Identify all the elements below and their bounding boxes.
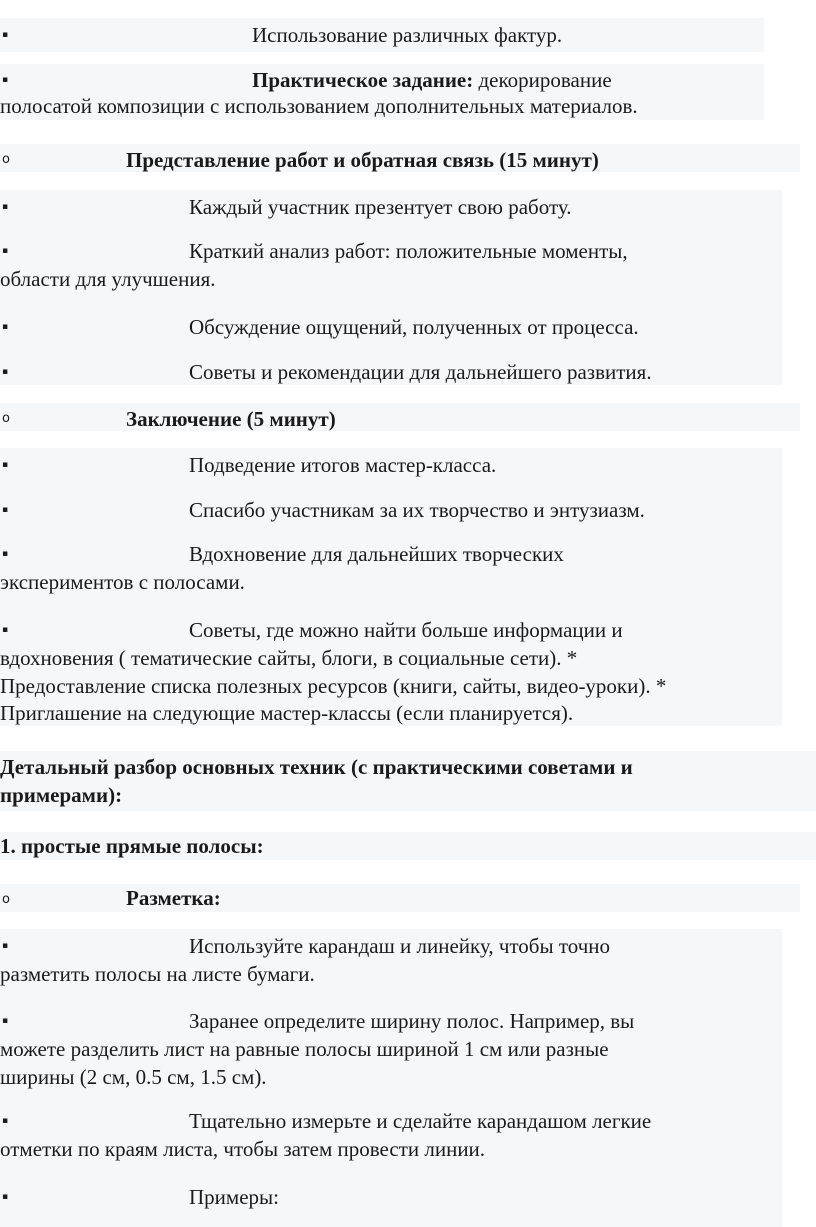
item-text-line2: можете разделить лист на равные полосы шириной 1 см или разные <box>0 1037 609 1061</box>
circle-bullet-icon: o <box>2 152 10 167</box>
square-bullet-icon: ▪ <box>2 941 9 951</box>
item-text-line2: экспериментов с полосами. <box>0 570 245 594</box>
section-title <box>0 751 816 811</box>
item-text-line3: Предоставление списка полезных ресурсов (книги, сайты, видео-уроки). * <box>0 674 667 698</box>
square-bullet-icon: ▪ <box>2 1192 9 1202</box>
item-text-line2: полосатой композиции с использованием дополнительных материалов. <box>0 94 638 118</box>
item-text-line2: вдохновения ( тематические сайты, блоги, в социальные сети). * <box>0 646 578 670</box>
square-bullet-icon: ▪ <box>2 1116 9 1126</box>
section-heading <box>0 403 800 431</box>
heading-text: Представление работ и обратная связь (15 минут) <box>126 148 599 172</box>
item-text: Советы и рекомендации для дальнейшего развития. <box>189 360 652 384</box>
square-bullet-icon: ▪ <box>2 202 9 212</box>
heading-text: Разметка: <box>126 886 221 910</box>
item-text: Тщательно измерьте и сделайте карандашом легкие <box>189 1109 652 1133</box>
item-text-line2: области для улучшения. <box>0 267 216 291</box>
square-bullet-icon: ▪ <box>2 322 9 332</box>
list-item <box>0 18 764 52</box>
item-text: Заранее определите ширину полос. Например, вы <box>189 1009 635 1033</box>
item-text: Каждый участник презентует свою работу. <box>189 195 572 219</box>
item-text <box>0 66 764 94</box>
item-text: Используйте карандаш и линейку, чтобы точно <box>189 934 611 958</box>
item-text: Использование различных фактур. <box>252 23 563 47</box>
square-bullet-icon: ▪ <box>2 30 9 40</box>
item-text-line2: разметить полосы на листе бумаги. <box>0 962 315 986</box>
item-text: Краткий анализ работ: положительные моменты, <box>189 239 628 263</box>
list-item <box>0 64 764 120</box>
item-text: Вдохновение для дальнейших творческих <box>189 542 564 566</box>
section-heading <box>0 144 800 172</box>
square-bullet-icon: ▪ <box>2 625 9 635</box>
item-text: Обсуждение ощущений, полученных от процесса. <box>189 315 639 339</box>
item-text: Советы, где можно найти больше информации и <box>189 618 623 642</box>
item-text-line3: ширины (2 см, 0.5 см, 1.5 см). <box>0 1065 267 1089</box>
list-group <box>0 190 782 385</box>
circle-bullet-icon: o <box>2 892 10 907</box>
circle-bullet-icon: o <box>2 411 10 426</box>
item-text: Примеры: <box>189 1185 279 1209</box>
list-group <box>0 448 782 726</box>
item-bold-label: Практическое задание: <box>252 68 474 92</box>
section-title-line2: примерами): <box>0 783 123 807</box>
section-heading <box>0 884 800 912</box>
subsection-title-text: 1. простые прямые полосы: <box>0 834 264 858</box>
square-bullet-icon: ▪ <box>2 549 9 559</box>
square-bullet-icon: ▪ <box>2 460 9 470</box>
square-bullet-icon: ▪ <box>2 505 9 515</box>
section-title-line1: Детальный разбор основных техник (с практическими советами и <box>0 755 633 779</box>
item-text: Подведение итогов мастер-класса. <box>189 453 497 477</box>
item-text-line4: Приглашение на следующие мастер-классы (если планируется). <box>0 701 574 725</box>
square-bullet-icon: ▪ <box>2 75 9 85</box>
item-text-rest: декорирование <box>473 68 612 92</box>
square-bullet-icon: ▪ <box>2 246 9 256</box>
subsection-title <box>0 832 816 860</box>
square-bullet-icon: ▪ <box>2 1016 9 1026</box>
square-bullet-icon: ▪ <box>2 367 9 377</box>
list-group <box>0 929 782 1227</box>
item-text: Спасибо участникам за их творчество и энтузиазм. <box>189 498 645 522</box>
item-text-line2: отметки по краям листа, чтобы затем провести линии. <box>0 1137 486 1161</box>
heading-text: Заключение (5 минут) <box>126 407 336 431</box>
